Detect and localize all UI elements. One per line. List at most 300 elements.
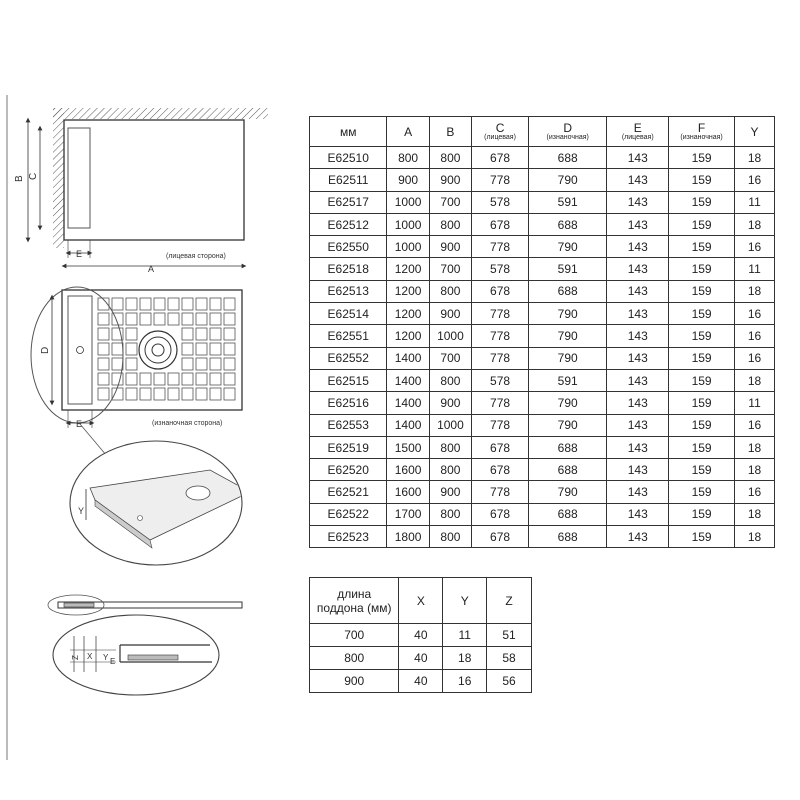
table-cell: 159 [669,236,735,258]
rib-cell [168,388,179,400]
dimensions-table [309,116,775,548]
rib-cell [23,482,33,487]
table-cell: 900 [429,481,471,503]
table-cell: 18 [735,369,775,391]
tray-header-z: Z [487,578,532,624]
table-row [310,213,775,235]
drain-inner [152,344,164,356]
rib-cell [98,358,109,370]
rib-cell [98,388,109,400]
table-row [310,236,775,258]
table-cell: E62516 [310,392,387,414]
label-e-section: E [110,657,116,666]
rib-cell [154,388,165,400]
table-cell: 790 [528,303,606,325]
table-cell: 40 [399,647,443,670]
wall-hatch-top [53,108,268,119]
table-row [310,347,775,369]
table-cell: 800 [310,647,399,670]
rib-cell [196,343,207,355]
header-mm [310,117,387,147]
table-cell: 51 [487,624,532,647]
table-cell: 1000 [429,325,471,347]
rib-cell [23,474,33,479]
table-cell: 688 [528,280,606,302]
table-cell: 591 [528,191,606,213]
table-cell: 159 [669,392,735,414]
table-cell: 143 [607,169,669,191]
header-a [387,117,429,147]
table-cell: 678 [472,526,529,548]
header-b [429,117,471,147]
label-e-front: E [76,249,83,259]
table-cell: 800 [429,280,471,302]
tray-length-header-line1: длина [337,586,372,601]
table-cell: 11 [735,191,775,213]
table-cell: 1600 [387,481,429,503]
table-cell: 143 [607,526,669,548]
table-cell: 778 [472,481,529,503]
table-cell: 143 [607,414,669,436]
rib-cell [140,388,151,400]
section-drawing [48,595,242,695]
table-cell: 11 [443,624,487,647]
header-label: F [697,120,706,135]
rib-cell [112,358,123,370]
table-cell: 578 [472,258,529,280]
table-row [310,369,775,391]
table-cell: 18 [735,147,775,169]
table-cell: E62515 [310,369,387,391]
label-y-section: Y [103,653,109,662]
table-cell: 778 [472,236,529,258]
table-cell: 159 [669,481,735,503]
table-cell: E62553 [310,414,387,436]
rib-cell [182,388,193,400]
table-cell: 143 [607,369,669,391]
header-label: E [633,120,642,135]
table-cell: 800 [429,369,471,391]
rib-cell [0,494,9,499]
table-cell: 790 [528,481,606,503]
rib-cell [11,500,21,505]
header-y [735,117,775,147]
rib-cell [112,298,123,310]
table-cell: 1200 [387,258,429,280]
table-cell: 16 [735,236,775,258]
table-cell: 18 [735,503,775,525]
table-row [310,670,532,693]
table-cell: E62521 [310,481,387,503]
table-cell: 1000 [387,236,429,258]
table-cell: 143 [607,191,669,213]
table-cell: 143 [607,280,669,302]
table-row [310,191,775,213]
table-cell: 40 [399,670,443,693]
rib-cell [154,313,165,325]
rib-cell [126,388,137,400]
table-cell: 159 [669,325,735,347]
table-cell: E62512 [310,213,387,235]
back-hole [77,347,84,354]
table-cell: 900 [387,169,429,191]
table-cell: E62513 [310,280,387,302]
label-b: B [14,175,25,182]
rib-cell [126,313,137,325]
table-cell: 800 [429,213,471,235]
rib-cell [210,373,221,385]
rib-cell [23,498,33,503]
table-cell: 159 [669,258,735,280]
table-row [310,303,775,325]
table-cell: 678 [472,459,529,481]
table-cell: 700 [310,624,399,647]
table-cell: 1400 [387,414,429,436]
front-view-drawing [14,108,268,274]
table-cell: 688 [528,147,606,169]
tray-header-y: Y [443,578,487,624]
rib-cell [0,486,9,491]
rib-cell [210,313,221,325]
rib-cell [182,313,193,325]
table-cell: 900 [429,236,471,258]
table-cell: 159 [669,303,735,325]
table-row [310,647,532,670]
table-cell: 58 [487,647,532,670]
table-cell: 1400 [387,347,429,369]
table-cell: 143 [607,147,669,169]
rib-cell [23,490,33,495]
rib-cell [196,298,207,310]
table-cell: 900 [429,303,471,325]
header-f [669,117,735,147]
table-cell: 18 [735,280,775,302]
tray-front [64,120,244,240]
table-cell: 700 [429,258,471,280]
table-cell: 1200 [387,303,429,325]
table-cell: E62511 [310,169,387,191]
table-cell: 800 [429,503,471,525]
table-cell: 16 [443,670,487,693]
table-cell: 143 [607,325,669,347]
dimensions-table-header [310,117,775,147]
rib-cell [182,328,193,340]
table-cell: 159 [669,503,735,525]
table-cell: 143 [607,258,669,280]
table-cell: 159 [669,459,735,481]
rib-cell [210,298,221,310]
table-cell: 143 [607,303,669,325]
table-cell: 159 [669,526,735,548]
table-cell: 790 [528,169,606,191]
rib-cell [11,508,21,513]
table-cell: 159 [669,436,735,458]
rib-cell [224,328,235,340]
rib-cell [35,504,45,509]
rib-cell [224,373,235,385]
table-cell: 1600 [387,459,429,481]
table-cell: 790 [528,414,606,436]
table-cell: 40 [399,624,443,647]
label-c: C [28,172,39,180]
table-cell: 790 [528,325,606,347]
table-cell: 143 [607,347,669,369]
table-cell: 778 [472,325,529,347]
table-cell: 591 [528,369,606,391]
header-sublabel: (изнаночная) [680,133,723,141]
rib-cell [126,343,137,355]
rib-cell [126,328,137,340]
table-cell: 16 [735,414,775,436]
label-z: Z [71,655,80,660]
header-label: D [563,120,573,135]
table-cell: E62510 [310,147,387,169]
rib-cell [182,373,193,385]
table-cell: 143 [607,459,669,481]
table-row [310,258,775,280]
perspective-detail [0,441,250,565]
table-cell: 800 [429,526,471,548]
header-label: мм [339,124,357,139]
rib-cell [0,478,9,483]
rib-cell [35,488,45,493]
table-cell: 143 [607,436,669,458]
rib-cell [126,298,137,310]
table-cell: 159 [669,169,735,191]
rib-cell [154,373,165,385]
wall-hatch-left [53,108,64,248]
rib-cell [182,343,193,355]
rib-cell [210,328,221,340]
header-sublabel: (лицевая) [621,133,654,141]
table-cell: 700 [429,347,471,369]
table-cell: 578 [472,191,529,213]
rib-cell [98,313,109,325]
rib-cell [11,484,21,489]
rib-cell [210,343,221,355]
table-cell: 143 [607,213,669,235]
table-cell: E62552 [310,347,387,369]
table-row [310,325,775,347]
table-cell: 1500 [387,436,429,458]
table-row [310,280,775,302]
rib-cell [140,373,151,385]
table-cell: 11 [735,392,775,414]
tray-table-header [310,578,532,624]
rib-cell [0,510,9,515]
tray-length-header-line2: поддона (мм) [316,600,392,615]
header-d [528,117,606,147]
drain-channel [68,128,90,228]
table-cell: 18 [735,526,775,548]
header-sublabel: (изнаночная) [546,133,589,141]
table-cell: 800 [429,147,471,169]
table-cell: E62523 [310,526,387,548]
tray-header-x: X [399,578,443,624]
table-cell: 56 [487,670,532,693]
rib-cell [98,343,109,355]
table-cell: 18 [735,436,775,458]
rib-cell [126,373,137,385]
rib-cell [196,388,207,400]
rib-cell [196,358,207,370]
table-cell: 778 [472,392,529,414]
table-cell: 159 [669,191,735,213]
table-cell: 159 [669,280,735,302]
label-y-detail: Y [78,506,85,516]
table-row [310,503,775,525]
rib-cell [182,298,193,310]
table-cell: 678 [472,147,529,169]
table-cell: 16 [735,481,775,503]
rib-cell [182,358,193,370]
table-cell: 16 [735,303,775,325]
rib-cell [168,313,179,325]
table-cell: 688 [528,436,606,458]
table-cell: 18 [443,647,487,670]
table-cell: E62519 [310,436,387,458]
rib-cell [98,373,109,385]
table-cell: 678 [472,503,529,525]
table-cell: 678 [472,436,529,458]
table-cell: 778 [472,169,529,191]
table-cell: 18 [735,213,775,235]
table-row [310,459,775,481]
table-cell: E62518 [310,258,387,280]
table-cell: 790 [528,236,606,258]
rib-cell [224,388,235,400]
label-d: D [40,346,51,354]
rib-cell [224,343,235,355]
table-cell: 11 [735,258,775,280]
table-cell: 143 [607,481,669,503]
label-x: X [87,652,93,661]
table-cell: 778 [472,347,529,369]
table-cell: 159 [669,147,735,169]
table-cell: 900 [429,169,471,191]
table-cell: 900 [310,670,399,693]
rib-cell [196,328,207,340]
table-cell: 159 [669,414,735,436]
table-cell: 1000 [387,191,429,213]
header-sublabel: (лицевая) [484,133,516,141]
rib-cell [224,358,235,370]
table-cell: 678 [472,213,529,235]
rib-cell [140,313,151,325]
header-label: C [495,120,505,135]
table-row [310,624,532,647]
back-view-drawing [31,287,242,462]
back-side-caption: (изнаночная сторона) [152,420,223,427]
table-cell: 688 [528,526,606,548]
header-label: A [404,124,413,139]
table-cell: 790 [528,392,606,414]
rib-cell [224,313,235,325]
table-cell: E62522 [310,503,387,525]
table-cell: 800 [429,459,471,481]
tray-length-header [310,578,399,624]
header-label: Y [750,124,759,139]
table-cell: 1400 [387,369,429,391]
label-a: A [148,264,155,274]
rib-cell [34,480,44,485]
table-cell: 16 [735,347,775,369]
rib-cell [23,506,33,511]
table-row [310,147,775,169]
table-cell: 688 [528,503,606,525]
table-cell: 700 [429,191,471,213]
label-e-back: E [76,419,83,429]
table-cell: 1200 [387,280,429,302]
table-cell: 578 [472,369,529,391]
header-c [472,117,529,147]
table-row [310,169,775,191]
rib-cell [112,343,123,355]
table-cell: 159 [669,213,735,235]
table-row [310,436,775,458]
table-cell: 1000 [387,213,429,235]
rib-cell [98,328,109,340]
table-cell: E62550 [310,236,387,258]
rib-cell [224,298,235,310]
table-cell: E62514 [310,303,387,325]
rib-cell [196,373,207,385]
table-cell: 16 [735,325,775,347]
front-side-caption: (лицевая сторона) [166,253,226,260]
table-row [310,526,775,548]
table-cell: 159 [669,369,735,391]
table-cell: 16 [735,169,775,191]
rib-cell [196,313,207,325]
table-row [310,414,775,436]
rib-cell [210,388,221,400]
rib-cell [210,358,221,370]
rib-cell [154,298,165,310]
table-cell: 159 [669,347,735,369]
header-label: B [446,124,455,139]
rib-cell [112,388,123,400]
rib-cell [126,358,137,370]
tray-offset-table [309,577,532,693]
rib-cell [34,472,44,477]
rib-cell [35,496,45,501]
table-row [310,481,775,503]
table-cell: 143 [607,503,669,525]
rib-cell [0,502,9,507]
table-cell: 790 [528,347,606,369]
table-cell: 778 [472,414,529,436]
header-e [607,117,669,147]
table-cell: 688 [528,459,606,481]
rib-cell [168,298,179,310]
table-cell: 1700 [387,503,429,525]
table-cell: 143 [607,236,669,258]
table-cell: 678 [472,280,529,302]
rib-cell [11,492,21,497]
table-cell: 1400 [387,392,429,414]
table-cell: 1800 [387,526,429,548]
table-cell: E62551 [310,325,387,347]
table-cell: 778 [472,303,529,325]
table-cell: 18 [735,459,775,481]
table-cell: 143 [607,392,669,414]
table-cell: E62520 [310,459,387,481]
table-row [310,392,775,414]
table-cell: 900 [429,392,471,414]
table-cell: E62517 [310,191,387,213]
table-cell: 591 [528,258,606,280]
rib-cell [140,298,151,310]
